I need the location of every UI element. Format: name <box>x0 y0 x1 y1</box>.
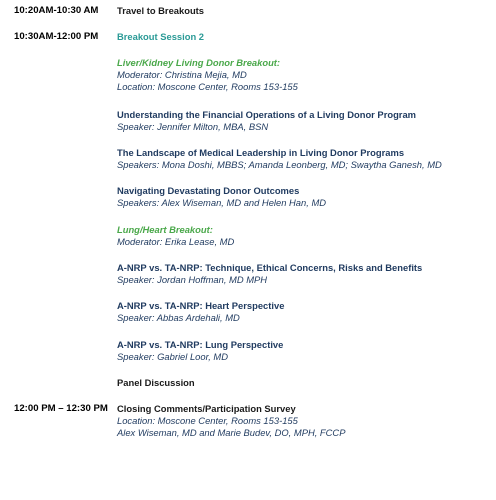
session-column <box>117 5 489 17</box>
speaker-text: Alex Wiseman, MD and Marie Budev, DO, MPH, FCCP <box>117 427 346 438</box>
location-text: Location: Moscone Center, Rooms 153-155 <box>117 81 298 92</box>
talk-title: The Landscape of Medical Leadership in Living Donor Programs <box>117 147 405 158</box>
moderator-text: Moderator: Christina Mejia, MD <box>117 69 247 80</box>
location-text: Location: Moscone Center, Rooms 153-155 <box>117 415 298 426</box>
talk-title: A-NRP vs. TA-NRP: Technique, Ethical Concerns, Risks and Benefits <box>117 262 423 273</box>
speaker-text: Speakers: Mona Doshi, MBBS; Amanda Leonberg, MD; Swaytha Ganesh, MD <box>117 159 442 170</box>
speaker-text: Speakers: Alex Wiseman, MD and Helen Han, MD <box>117 197 327 208</box>
session-heading: Travel to Breakouts <box>117 5 205 16</box>
session-column <box>117 403 489 439</box>
talk-title: A-NRP vs. TA-NRP: Lung Perspective <box>117 339 284 350</box>
time-slot: 12:00 PM – 12:30 PM <box>14 403 108 414</box>
session-heading: Panel Discussion <box>117 377 195 388</box>
breakout-title: Liver/Kidney Living Donor Breakout: <box>117 57 281 68</box>
speaker-text: Speaker: Gabriel Loor, MD <box>117 351 228 362</box>
session-column <box>117 31 489 43</box>
speaker-text: Speaker: Jordan Hoffman, MD MPH <box>117 274 268 285</box>
speaker-text: Speaker: Abbas Ardehali, MD <box>117 312 240 323</box>
moderator-text: Moderator: Erika Lease, MD <box>117 236 235 247</box>
talk-title: A-NRP vs. TA-NRP: Heart Perspective <box>117 300 285 311</box>
time-slot: 10:30AM-12:00 PM <box>14 31 99 42</box>
breakout-title: Lung/Heart Breakout: <box>117 224 213 235</box>
speaker-text: Speaker: Jennifer Milton, MBA, BSN <box>117 121 269 132</box>
time-slot: 10:20AM-10:30 AM <box>14 5 99 16</box>
session-heading: Closing Comments/Participation Survey <box>117 403 296 414</box>
talk-title: Navigating Devastating Donor Outcomes <box>117 185 300 196</box>
talk-title: Understanding the Financial Operations of a Living Donor Program <box>117 109 416 120</box>
session-heading: Breakout Session 2 <box>117 31 205 42</box>
